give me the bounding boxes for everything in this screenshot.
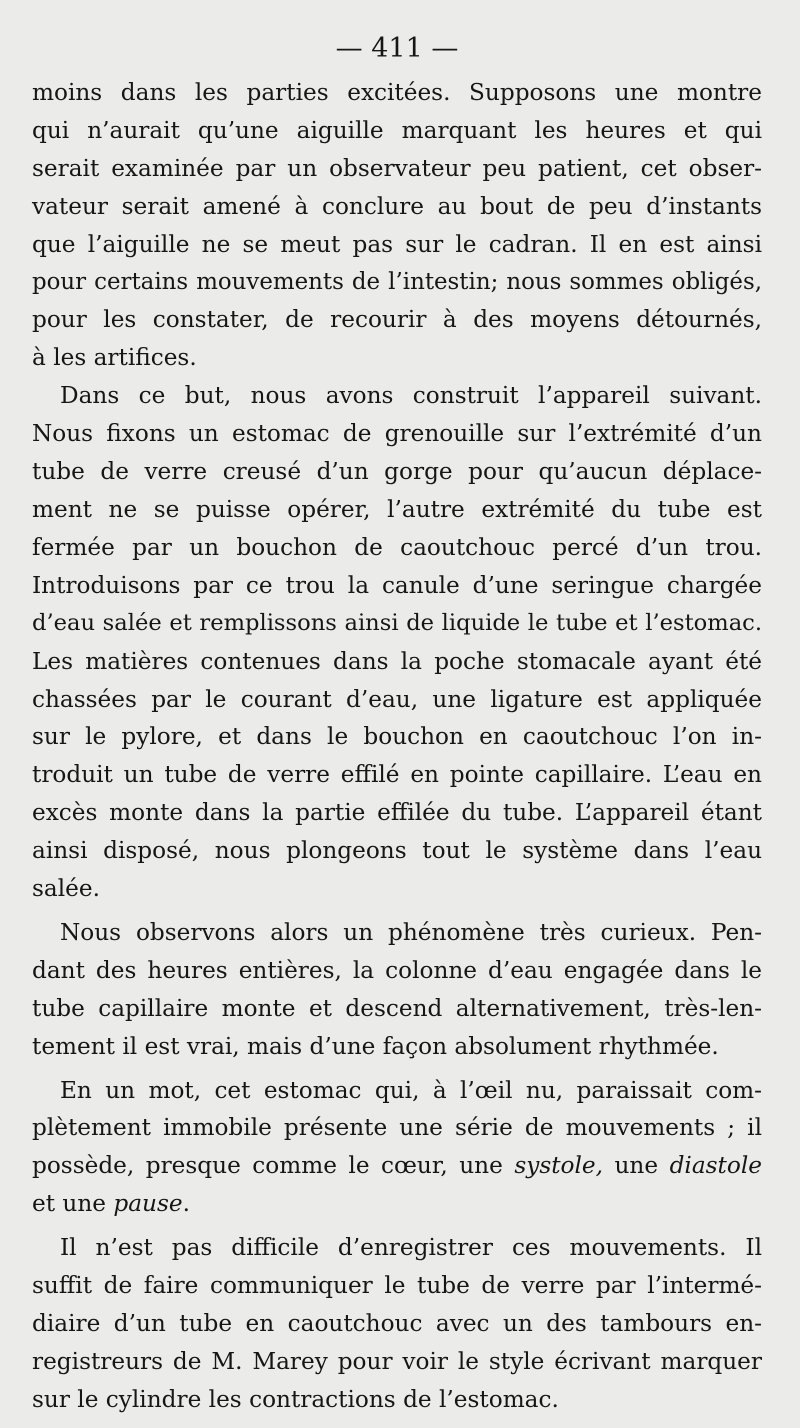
text-line: Nous fixons un estomac de grenouille sur l’extrémité d’un [32, 420, 762, 448]
italic-term-systole: systole, [514, 1152, 604, 1180]
text-line: En un mot, cet estomac qui, à l’œil nu, paraissait com- [60, 1076, 762, 1104]
text-run: . [182, 1190, 190, 1218]
text-run: et une [32, 1190, 114, 1218]
text-line [32, 1185, 762, 1223]
text-line: chassées par le courant d’eau, une ligature est appliquée [32, 685, 762, 713]
text-line: serait examinée par un observateur peu patient, cet obser- [32, 154, 762, 182]
text-line: suffit de faire communiquer le tube de verre par l’intermé- [32, 1272, 762, 1300]
paragraph-1 [32, 74, 762, 377]
text-run: une [603, 1152, 670, 1180]
italic-term-pause: pause [113, 1190, 183, 1218]
text-line: d’eau salée et remplissons ainsi de liquide le tube et l’estomac. [32, 609, 762, 636]
text-line: troduit un tube de verre effilé en pointe capillaire. L’eau en [32, 761, 762, 789]
text-line: tube capillaire monte et descend alternativement, très-len- [32, 994, 762, 1022]
paragraph-5 [32, 1229, 762, 1419]
text-line: ainsi disposé, nous plongeons tout le système dans l’eau [32, 837, 762, 865]
paragraph-4 [32, 1072, 762, 1224]
italic-term-diastole: diastole [669, 1152, 762, 1180]
text-line: vateur serait amené à conclure au bout de peu d’instants [32, 192, 762, 220]
text-line: salée. [32, 875, 100, 903]
text-line: tube de verre creusé d’un gorge pour qu’aucun déplace- [32, 458, 762, 486]
text-line: Dans ce but, nous avons construit l’appareil suivant. [60, 382, 762, 410]
text-run: possède, presque comme le cœur, une [32, 1152, 515, 1180]
text-line: pour certains mouvements de l’intestin; nous sommes obligés, [32, 268, 762, 295]
text-line: plètement immobile présente une série de mouvements ; il [32, 1114, 762, 1142]
text-line: que l’aiguille ne se meut pas sur le cadran. Il en est ainsi [32, 230, 762, 258]
text-line: dant des heures entières, la colonne d’eau engagée dans le [32, 956, 762, 984]
paragraph-3 [32, 914, 762, 1066]
text-line: à les artifices. [32, 344, 197, 372]
text-line: fermée par un bouchon de caoutchouc percé d’un trou. [32, 533, 762, 561]
text-line: pour les constater, de recourir à des moyens détournés, [32, 306, 762, 334]
text-line: sur le cylindre les contractions de l’estomac. [32, 1385, 559, 1413]
text-line: Les matières contenues dans la poche stomacale ayant été [32, 647, 762, 675]
text-line: tement il est vrai, mais d’une façon absolument rhythmée. [32, 1032, 719, 1060]
text-line: moins dans les parties excitées. Supposons une montre [32, 79, 762, 106]
text-line: qui n’aurait qu’une aiguille marquant les heures et qui [32, 116, 762, 144]
text-line: registreurs de M. Marey pour voir le style écrivant marquer [32, 1347, 762, 1375]
text-line: diaire d’un tube en caoutchouc avec un des tambours en- [32, 1310, 762, 1337]
text-line: excès monte dans la partie effilée du tube. L’appareil étant [32, 799, 762, 827]
text-line [32, 1147, 762, 1185]
text-line: sur le pylore, et dans le bouchon en caoutchouc l’on in- [32, 723, 762, 751]
page-number: — 411 — [335, 33, 459, 64]
text-line: Introduisons par ce trou la canule d’une seringue chargée [32, 571, 762, 599]
text-line: Il n’est pas difficile d’enregistrer ces mouvements. Il [60, 1234, 762, 1262]
paragraph-2 [32, 377, 762, 908]
text-line: ment ne se puisse opérer, l’autre extrémité du tube est [32, 495, 762, 523]
text-line: Nous observons alors un phénomène très curieux. Pen- [60, 918, 762, 946]
